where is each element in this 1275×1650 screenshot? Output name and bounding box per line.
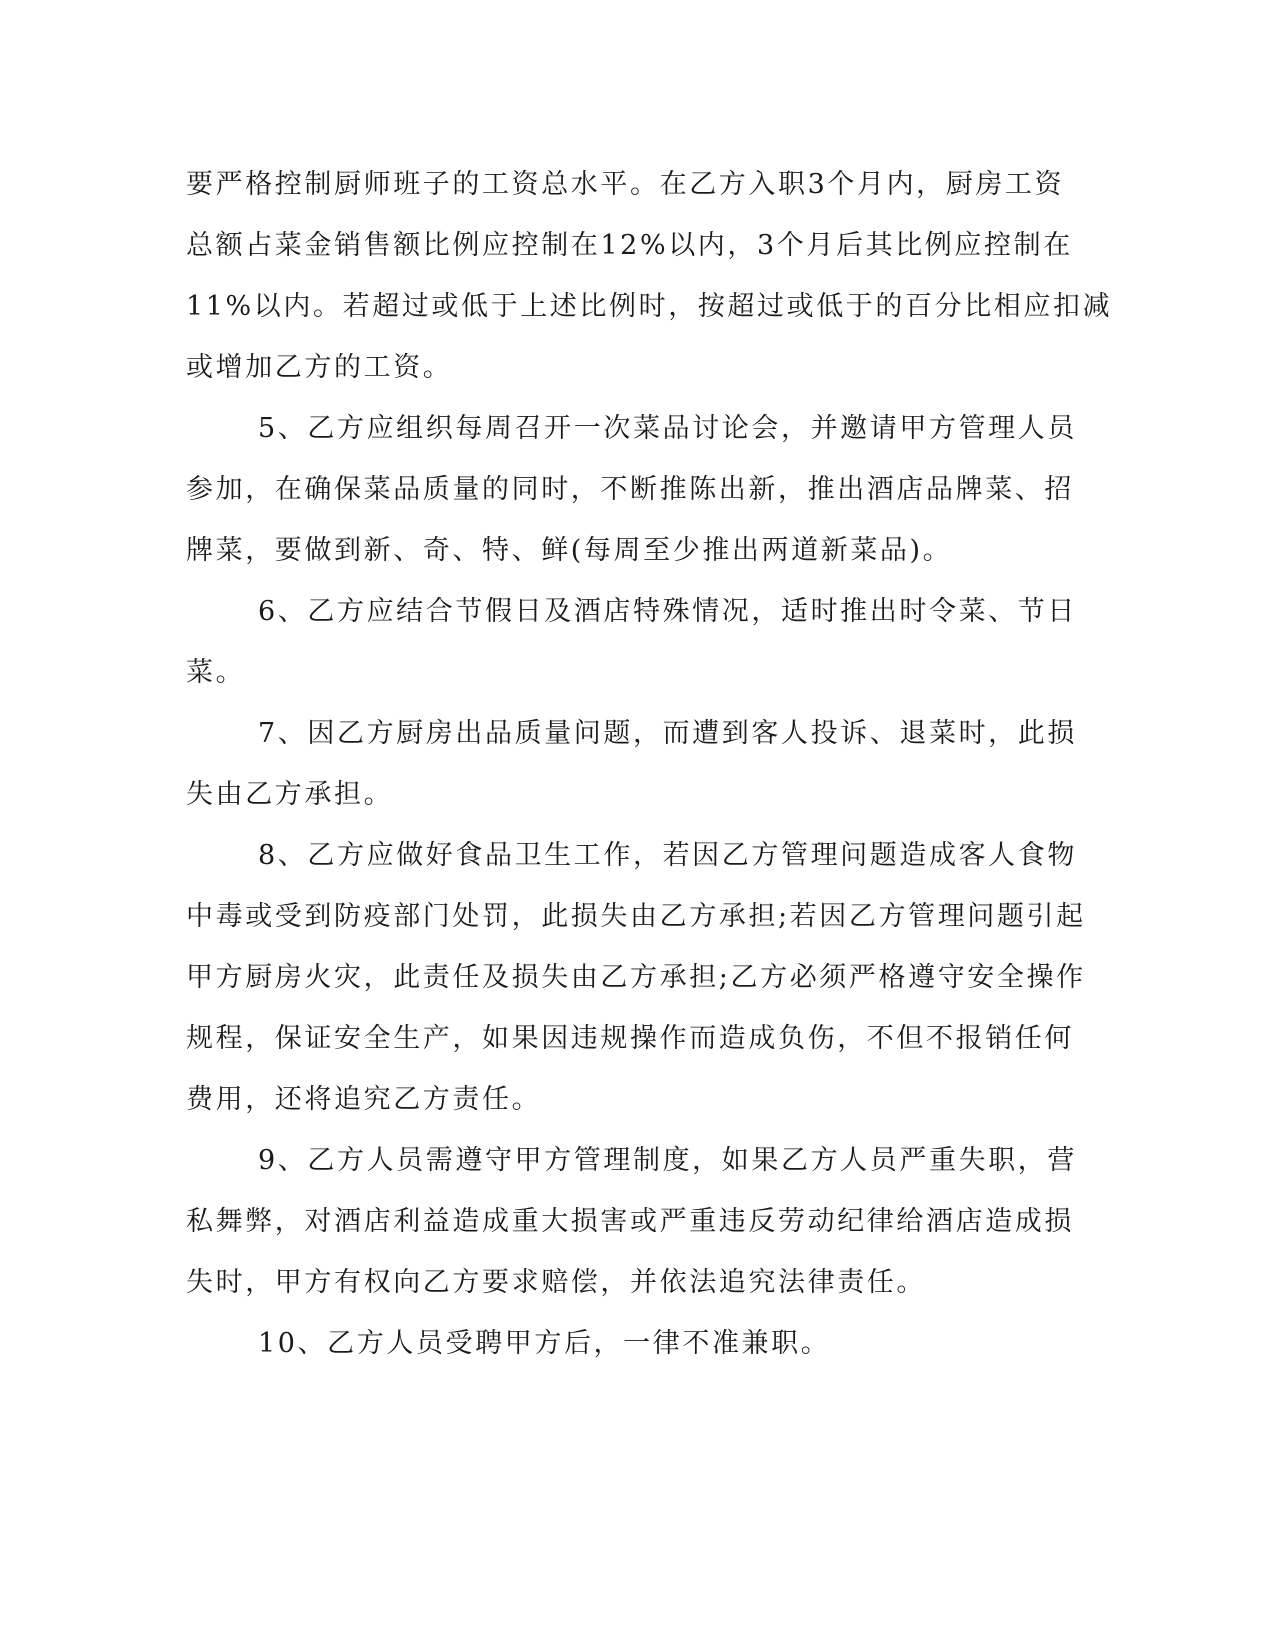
- text-line: 参加，在确保菜品质量的同时，不断推陈出新，推出酒店品牌菜、招: [186, 474, 1074, 505]
- text-line: 6、乙方应结合节假日及酒店特殊情况，适时推出时令菜、节日: [258, 596, 1077, 627]
- text-line: 11%以内。若超过或低于上述比例时，按超过或低于的百分比相应扣减: [186, 291, 1113, 322]
- text-line: 7、因乙方厨房出品质量问题，而遭到客人投诉、退菜时，此损: [258, 718, 1077, 749]
- paragraph-clause-8: [186, 825, 1086, 1130]
- text-line: 要严格控制厨师班子的工资总水平。在乙方入职3个月内，厨房工资: [186, 169, 1065, 200]
- text-line: 5、乙方应组织每周召开一次菜品讨论会，并邀请甲方管理人员: [258, 413, 1077, 444]
- paragraph-salary-control: [186, 154, 1113, 398]
- text-line: 失时，甲方有权向乙方要求赔偿，并依法追究法律责任。: [186, 1267, 926, 1298]
- text-line: 私舞弊，对酒店利益造成重大损害或严重违反劳动纪律给酒店造成损: [186, 1206, 1074, 1237]
- document-body: [186, 154, 1113, 1374]
- text-line: 失由乙方承担。: [186, 779, 394, 810]
- paragraph-clause-7: [186, 703, 1077, 825]
- text-line: 规程，保证安全生产，如果因违规操作而造成负伤，不但不报销任何: [186, 1023, 1074, 1054]
- text-line: 10、乙方人员受聘甲方后，一律不准兼职。: [258, 1328, 831, 1359]
- text-line: 牌菜，要做到新、奇、特、鲜(每周至少推出两道新菜品)。: [186, 535, 953, 566]
- text-line: 菜。: [186, 657, 246, 688]
- paragraph-clause-6: [186, 581, 1077, 703]
- text-line: 费用，还将追究乙方责任。: [186, 1084, 542, 1115]
- text-line: 或增加乙方的工资。: [186, 352, 453, 383]
- text-line: 总额占菜金销售额比例应控制在12%以内，3个月后其比例应控制在: [186, 230, 1073, 261]
- text-line: 8、乙方应做好食品卫生工作，若因乙方管理问题造成客人食物: [258, 840, 1077, 871]
- paragraph-clause-10: [186, 1313, 1070, 1374]
- text-line: 9、乙方人员需遵守甲方管理制度，如果乙方人员严重失职，营: [258, 1145, 1077, 1176]
- text-line: 甲方厨房火灾，此责任及损失由乙方承担;乙方必须严格遵守安全操作: [186, 962, 1086, 993]
- paragraph-clause-5: [186, 398, 1077, 581]
- paragraph-clause-9: [186, 1130, 1077, 1313]
- text-line: 中毒或受到防疫部门处罚，此损失由乙方承担;若因乙方管理问题引起: [186, 901, 1086, 932]
